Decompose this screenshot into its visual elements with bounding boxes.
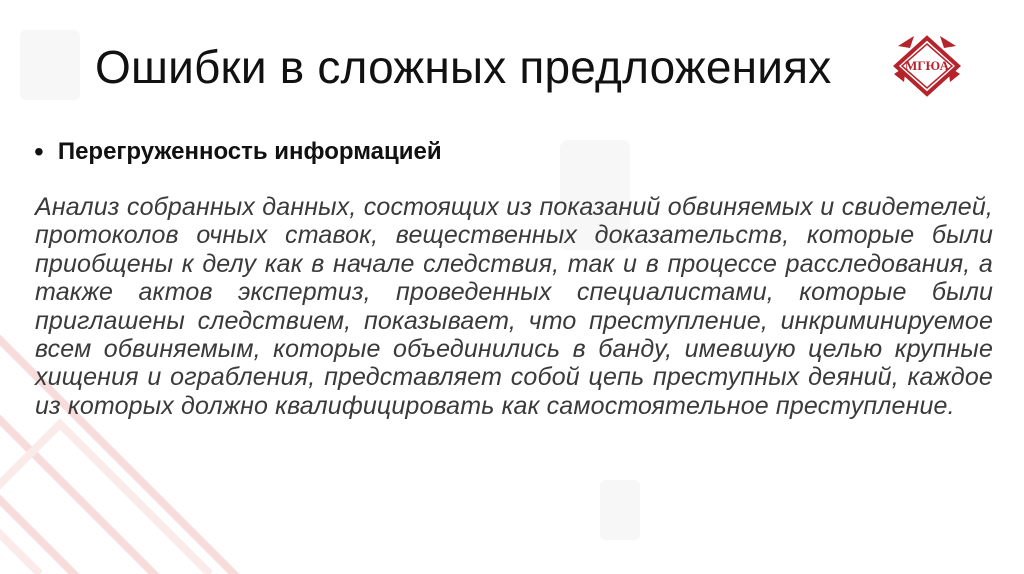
example-paragraph: Анализ собранных данных, состоящих из показаний обвиняемых и свидетелей, протоколов очных ставок, вещественных доказательств, которые были приобщены к делу как в начале следствия, так и в процессе расследования, а также актов экспертиз, проведенных специалистами, которые были приглашены следствием, показывает, что преступление, инкриминируемое всем обвиняемым, которые объединились в банду, имевшую целью крупные хищения и ограбления, представляет собой цепь преступных деяний, каждое из которых должно квалифицировать как самостоятельное преступление. bbox=[35, 193, 993, 420]
bullet-text: Перегруженность информацией bbox=[57, 138, 442, 165]
mgyua-logo bbox=[888, 30, 966, 100]
bullet-item bbox=[34, 138, 442, 166]
logo-text: МГЮА bbox=[904, 58, 950, 73]
bullet-dot-icon: • bbox=[34, 136, 44, 167]
slide-title: Ошибки в сложных предложениях bbox=[95, 41, 832, 93]
